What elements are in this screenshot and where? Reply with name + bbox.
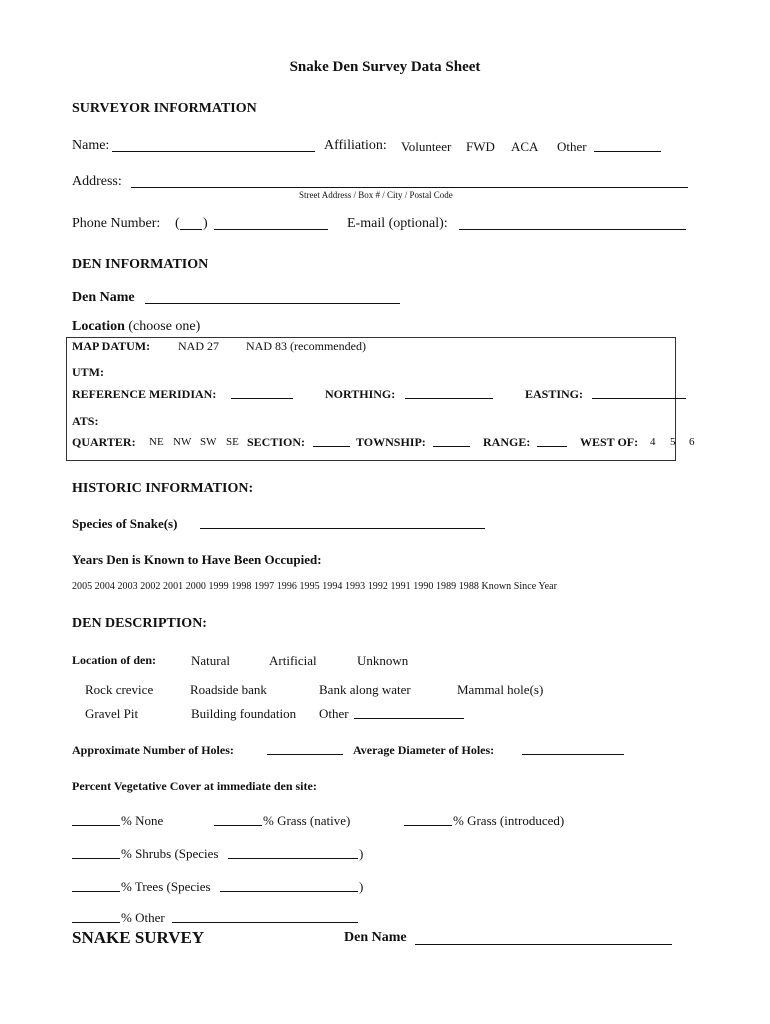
ref-meridian-label: REFERENCE MERIDIAN: — [72, 387, 217, 401]
other-pct-label: % Other — [121, 910, 165, 925]
den-heading: DEN INFORMATION — [72, 257, 209, 272]
snake-survey-heading: SNAKE SURVEY — [72, 928, 205, 947]
shrubs-close-paren: ) — [359, 846, 364, 861]
roadside-bank-option[interactable]: Roadside bank — [190, 682, 267, 697]
range-field[interactable] — [537, 446, 567, 447]
grass-native-pct-field[interactable] — [214, 825, 262, 826]
bank-along-water-option[interactable]: Bank along water — [319, 682, 411, 697]
none-label: % None — [121, 813, 164, 828]
location-hint: (choose one) — [128, 319, 201, 334]
shrubs-pct-field[interactable] — [72, 858, 120, 859]
species-field[interactable] — [200, 528, 485, 529]
surveyor-heading: SURVEYOR INFORMATION — [72, 101, 257, 116]
ref-meridian-field[interactable] — [231, 398, 293, 399]
trees-close-paren: ) — [359, 879, 364, 894]
shrubs-label: % Shrubs (Species — [121, 846, 219, 861]
quarter-option-ne[interactable]: NE — [149, 436, 164, 448]
phone-paren-close: ) — [203, 216, 208, 231]
west-of-option-4[interactable]: 4 — [650, 436, 656, 448]
address-caption: Street Address / Box # / City / Postal Code — [299, 190, 453, 200]
unknown-option[interactable]: Unknown — [357, 653, 409, 668]
map-datum-label: MAP DATUM: — [72, 339, 151, 353]
phone-area-code-field[interactable] — [180, 229, 202, 230]
building-foundation-option[interactable]: Building foundation — [191, 706, 297, 721]
township-label: TOWNSHIP: — [356, 435, 426, 449]
trees-species-field[interactable] — [220, 891, 358, 892]
phone-paren-open: ( — [175, 216, 180, 231]
artificial-option[interactable]: Artificial — [269, 653, 317, 668]
easting-field[interactable] — [592, 398, 686, 399]
easting-label: EASTING: — [525, 387, 584, 401]
affiliation-option-aca[interactable]: ACA — [511, 139, 539, 154]
veg-cover-label: Percent Vegetative Cover at immediate den site: — [72, 779, 317, 793]
affiliation-other-label: Other — [557, 139, 587, 154]
affiliation-option-fwd[interactable]: FWD — [466, 139, 495, 154]
location-of-den-label: Location of den: — [72, 653, 156, 667]
description-heading: DEN DESCRIPTION: — [72, 616, 207, 631]
nad27-option[interactable]: NAD 27 — [178, 339, 219, 353]
shrubs-species-field[interactable] — [228, 858, 358, 859]
name-field[interactable] — [112, 151, 315, 152]
utm-label: UTM: — [72, 365, 104, 379]
northing-label: NORTHING: — [325, 387, 396, 401]
email-field[interactable] — [459, 229, 686, 230]
township-field[interactable] — [433, 446, 470, 447]
quarter-label: QUARTER: — [72, 435, 136, 449]
west-of-option-6[interactable]: 6 — [689, 436, 695, 448]
location-label — [72, 320, 200, 334]
email-label: E-mail (optional): — [347, 216, 448, 231]
section-field[interactable] — [313, 446, 350, 447]
quarter-option-se[interactable]: SE — [226, 436, 239, 448]
location-label-text: Location — [72, 319, 125, 334]
den-name-label: Den Name — [72, 290, 135, 305]
page-title: Snake Den Survey Data Sheet — [289, 59, 481, 75]
trees-label: % Trees (Species — [121, 879, 211, 894]
species-label: Species of Snake(s) — [72, 516, 178, 531]
den-name-field[interactable] — [145, 303, 400, 304]
footer-den-name-field[interactable] — [415, 944, 672, 945]
northing-field[interactable] — [405, 398, 493, 399]
grass-native-label: % Grass (native) — [263, 813, 351, 828]
west-of-option-5[interactable]: 5 — [670, 436, 676, 448]
years-options[interactable]: 2005 2004 2003 2002 2001 2000 1999 1998 1997 1996 1995 1994 1993 1992 1991 1990 1989 1988 Known Since Year — [72, 581, 558, 592]
phone-label: Phone Number: — [72, 216, 161, 231]
range-label: RANGE: — [483, 435, 531, 449]
affiliation-other-field[interactable] — [594, 151, 661, 152]
num-holes-label: Approximate Number of Holes: — [72, 743, 234, 757]
quarter-option-nw[interactable]: NW — [173, 436, 192, 448]
address-field[interactable] — [131, 187, 688, 188]
nad83-option[interactable]: NAD 83 (recommended) — [246, 339, 366, 353]
other-pct-field[interactable] — [72, 922, 120, 923]
avg-diameter-label: Average Diameter of Holes: — [353, 743, 495, 757]
other-location-label: Other — [319, 706, 349, 721]
other-pct-description-field[interactable] — [172, 922, 358, 923]
avg-diameter-field[interactable] — [522, 754, 624, 755]
ats-label: ATS: — [72, 414, 99, 428]
historic-heading: HISTORIC INFORMATION: — [72, 481, 254, 496]
gravel-pit-option[interactable]: Gravel Pit — [85, 706, 139, 721]
rock-crevice-option[interactable]: Rock crevice — [85, 682, 154, 697]
natural-option[interactable]: Natural — [191, 653, 230, 668]
quarter-option-sw[interactable]: SW — [200, 436, 217, 448]
grass-introduced-label: % Grass (introduced) — [453, 813, 565, 828]
address-label: Address: — [72, 174, 122, 189]
none-pct-field[interactable] — [72, 825, 120, 826]
footer-den-name-label: Den Name — [344, 930, 407, 945]
other-location-field[interactable] — [354, 718, 464, 719]
trees-pct-field[interactable] — [72, 891, 120, 892]
west-of-label: WEST OF: — [580, 435, 639, 449]
grass-introduced-pct-field[interactable] — [404, 825, 452, 826]
years-label: Years Den is Known to Have Been Occupied: — [72, 552, 322, 567]
num-holes-field[interactable] — [267, 754, 343, 755]
mammal-holes-option[interactable]: Mammal hole(s) — [457, 682, 544, 697]
phone-number-field[interactable] — [214, 229, 328, 230]
affiliation-label: Affiliation: — [324, 138, 387, 153]
section-label: SECTION: — [247, 435, 306, 449]
name-label: Name: — [72, 138, 110, 153]
affiliation-option-volunteer[interactable]: Volunteer — [401, 139, 452, 154]
